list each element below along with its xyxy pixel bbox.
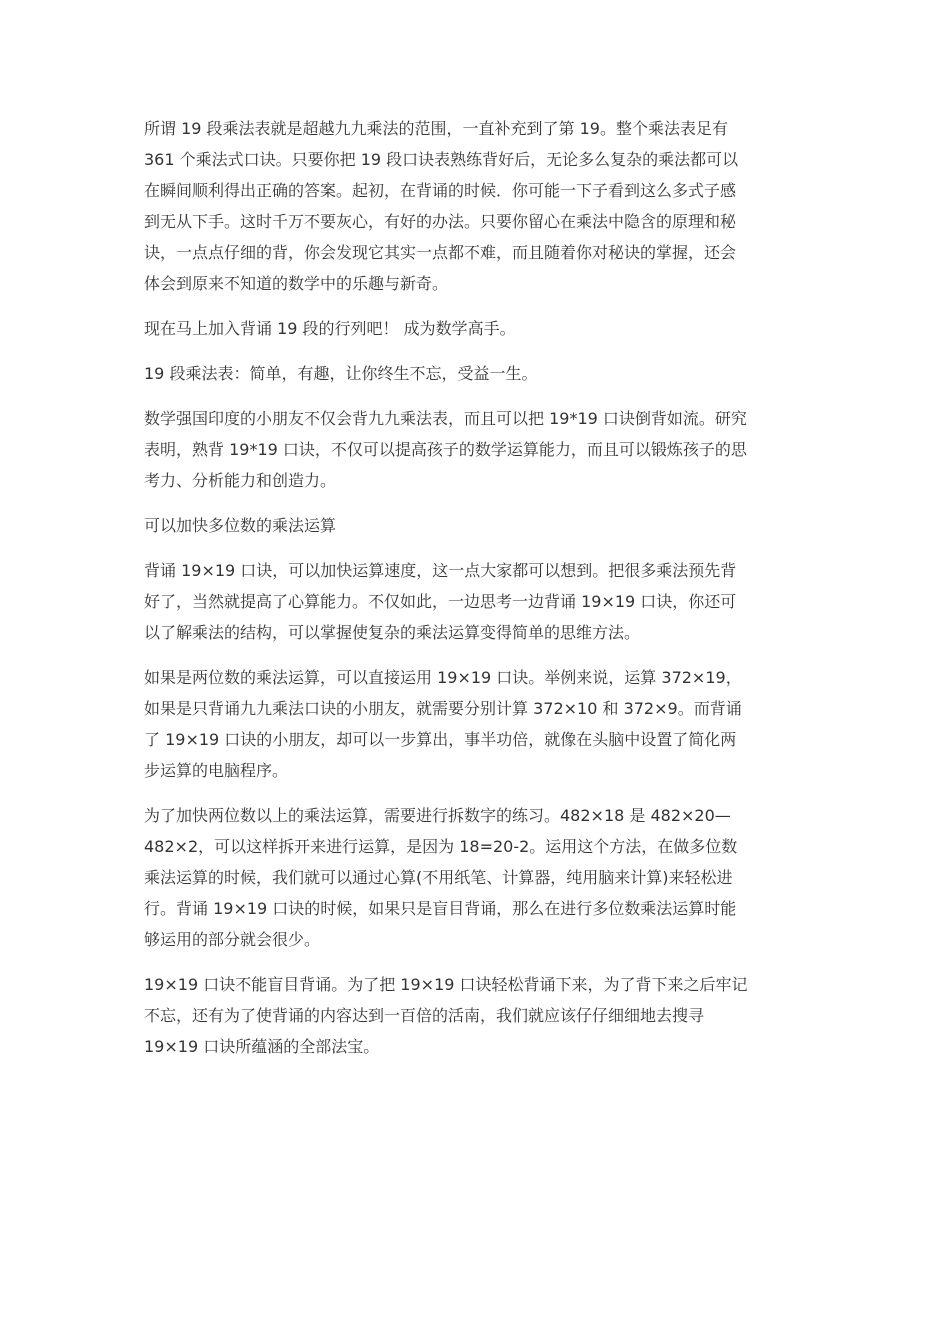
text-line: 步运算的电脑程序。 [144, 761, 289, 780]
text-line: 到无从下手。这时千万不要灰心，有好的办法。只要你留心在乘法中隐含的原理和秘 [144, 212, 737, 231]
text-line: 所谓 19 段乘法表就是超越九九乘法的范围，一直补充到了第 19。整个乘法表足有 [144, 119, 728, 138]
text-line: 行。背诵 19×19 口诀的时候，如果只是盲目背诵，那么在进行多位数乘法运算时能 [144, 899, 737, 918]
text-line: 如果是只背诵九九乘法口诀的小朋友，就需要分别计算 372×10 和 372×9。而背诵 [144, 699, 742, 718]
paragraph-two-digit [144, 662, 812, 786]
text-line: 可以加快多位数的乘法运算 [144, 516, 337, 535]
text-line: 背诵 19×19 口诀，可以加快运算速度，这一点大家都可以想到。把很多乘法预先背 [144, 561, 737, 580]
text-line: 体会到原来不知道的数学中的乐趣与新奇。 [144, 274, 449, 293]
text-line: 不忘，还有为了使背诵的内容达到一百倍的活南，我们就应该仔仔细细地去搜寻 [144, 1006, 705, 1025]
text-line: 好了，当然就提高了心算能力。不仅如此，一边思考一边背诵 19×19 口诀，你还可 [144, 592, 737, 611]
text-line: 数学强国印度的小朋友不仅会背九九乘法表，而且可以把 19*19 口诀倒背如流。研究 [144, 409, 747, 428]
text-line: 19 段乘法表：简单，有趣，让你终生不忘，受益一生。 [144, 364, 538, 383]
paragraph-speed [144, 555, 812, 648]
text-line: 如果是两位数的乘法运算，可以直接运用 19×19 口诀。举例来说，运算 372×19， [144, 668, 742, 687]
text-line: 诀，一点点仔细的背，你会发现它其实一点都不难，而且随着你对秘诀的掌握，还会 [144, 243, 737, 262]
paragraph-slogan [144, 358, 812, 389]
paragraph-intro [144, 113, 812, 299]
section-heading [144, 510, 812, 541]
paragraph-call-to-action [144, 313, 812, 344]
text-line: 19×19 口诀所蕴涵的全部法宝。 [144, 1037, 380, 1056]
text-line: 现在马上加入背诵 19 段的行列吧！ 成为数学高手。 [144, 319, 516, 338]
paragraph-decomposition [144, 800, 812, 955]
text-line: 在瞬间顺利得出正确的答案。起初，在背诵的时候．你可能一下子看到这么多式子感 [144, 181, 737, 200]
paragraph-not-blind [144, 969, 812, 1062]
paragraph-india-example [144, 403, 812, 496]
text-line: 考力、分析能力和创造力。 [144, 471, 337, 490]
text-line: 够运用的部分就会很少。 [144, 930, 321, 949]
text-line: 361 个乘法式口诀。只要你把 19 段口诀表熟练背好后，无论多么复杂的乘法都可以 [144, 150, 739, 169]
text-line: 482×2，可以这样拆开来进行运算，是因为 18=20-2。运用这个方法，在做多位数 [144, 837, 738, 856]
text-line: 乘法运算的时候，我们就可以通过心算(不用纸笔、计算器，纯用脑来计算)来轻松进 [144, 868, 733, 887]
text-line: 为了加快两位数以上的乘法运算，需要进行拆数字的练习。482×18 是 482×20— [144, 806, 731, 825]
text-line: 19×19 口诀不能盲目背诵。为了把 19×19 口诀轻松背诵下来，为了背下来之后牢记 [144, 975, 748, 994]
text-line: 表明，熟背 19*19 口诀，不仅可以提高孩子的数学运算能力，而且可以锻炼孩子的思 [144, 440, 747, 459]
document-body [144, 113, 812, 1076]
text-line: 了 19×19 口诀的小朋友，却可以一步算出，事半功倍，就像在头脑中设置了简化两 [144, 730, 737, 749]
text-line: 以了解乘法的结构，可以掌握使复杂的乘法运算变得简单的思维方法。 [144, 623, 641, 642]
